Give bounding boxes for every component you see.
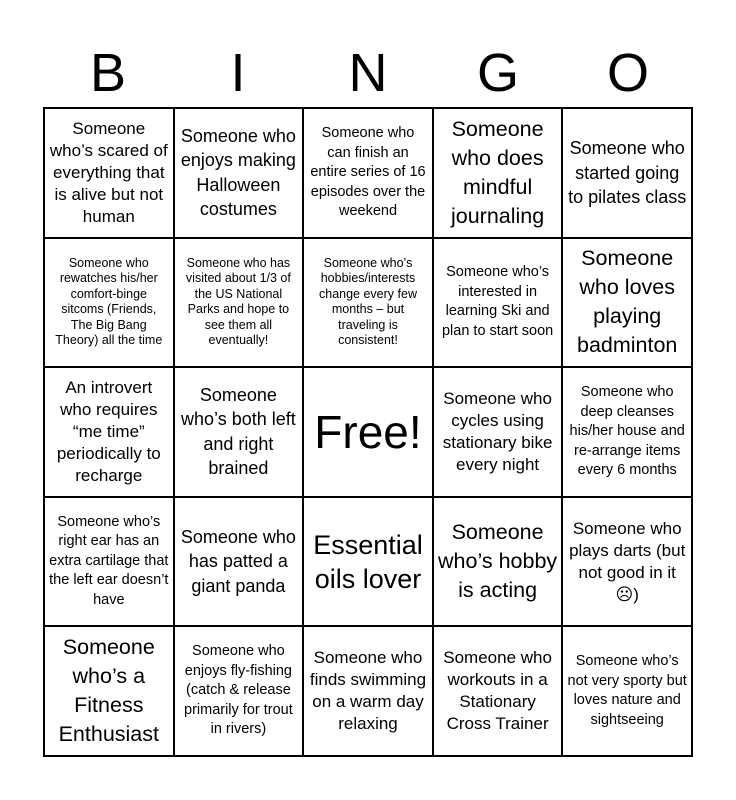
bingo-cell [44,626,174,756]
cell-text: Someone who’s hobbies/interests change every few months – but traveling is consistent! [319,255,417,348]
bingo-cell [174,626,304,756]
bingo-cell [433,238,563,368]
bingo-cell [174,497,304,627]
cell-text: Someone who deep cleanses his/her house and re-arrange items every 6 months [569,384,685,479]
cell-text: Someone who’s hobby is acting [438,520,558,603]
bingo-header [43,38,693,108]
cell-text: Someone who’s right ear has an extra cartilage that the left ear doesn’t have [49,513,169,608]
bingo-cell [562,367,692,497]
bingo-cell [433,497,563,627]
bingo-grid [43,107,693,757]
cell-text: Someone who loves playing badminton [576,246,678,358]
bingo-cell [562,626,692,756]
bingo-cell [44,367,174,497]
free-space-cell [303,367,433,497]
header-letter-n: N [348,43,388,103]
bingo-cell [433,108,563,238]
bingo-cell [44,497,174,627]
cell-text: Someone who’s interested in learning Ski and plan to start soon [441,264,554,339]
bingo-cell [303,108,433,238]
bingo-cell [174,108,304,238]
cell-text: Someone who enjoys fly-fishing (catch & release primarily for trout in rivers) [184,643,293,738]
cell-text: An introvert who requires “me time” periodically to recharge [56,377,161,485]
free-space-text: Free! [314,405,422,458]
bingo-cell [303,238,433,368]
bingo-cell [562,497,692,627]
cell-text: Someone who plays darts (but not good in it ☹) [569,518,686,604]
cell-text: Someone who’s both left and right brained [181,384,296,479]
bingo-cell [562,238,692,368]
cell-text: Essential oils lover [313,529,423,594]
header-letter-b: B [89,43,127,103]
cell-text: Someone who rewatches his/her comfort-binge sitcoms (Friends, The Big Bang Theory) all the time [55,255,163,348]
cell-text: Someone who workouts in a Stationary Cross Trainer [443,648,552,734]
cell-text: Someone who enjoys making Halloween costumes [180,125,296,220]
bingo-cell [433,626,563,756]
cell-text: Someone who started going to pilates class [568,138,687,208]
bingo-cell [433,367,563,497]
bingo-cell [174,367,304,497]
bingo-cell [303,626,433,756]
bingo-cell [562,108,692,238]
cell-text: Someone who’s not very sporty but loves nature and sightseeing [567,653,687,728]
bingo-cell [174,238,304,368]
cell-text: Someone who’s a Fitness Enthusiast [58,635,159,747]
cell-text: Someone who finds swimming on a warm day relaxing [309,648,427,734]
cell-text: Someone who’s scared of everything that is alive but not human [49,118,168,226]
bingo-cell [44,108,174,238]
cell-text: Someone who has visited about 1/3 of the US National Parks and hope to see them all eventually! [185,255,291,348]
cell-text: Someone who has patted a giant panda [180,526,296,596]
header-letter-i: I [230,43,246,103]
cell-text: Someone who cycles using stationary bike every night [442,388,553,474]
cell-text: Someone who does mindful journaling [450,116,545,228]
header-letter-g: G [476,43,519,103]
cell-text: Someone who can finish an entire series of 16 episodes over the weekend [310,125,426,220]
header-letter-o: O [606,43,649,103]
bingo-cell [44,238,174,368]
bingo-cell [303,497,433,627]
